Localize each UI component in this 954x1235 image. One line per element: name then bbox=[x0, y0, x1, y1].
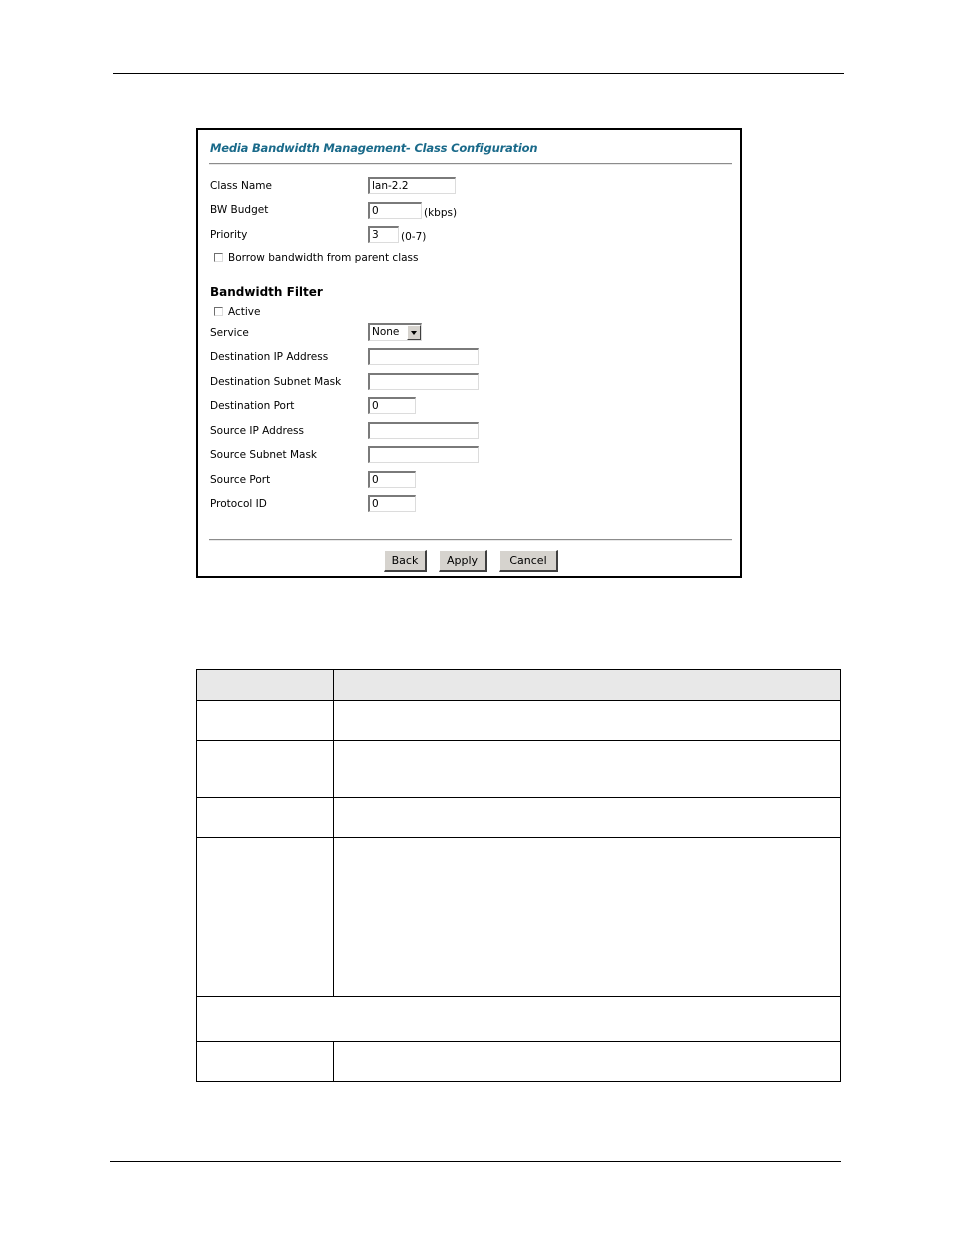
protocol-id-input[interactable]: 0 bbox=[368, 495, 416, 512]
class-name-label: Class Name bbox=[210, 180, 272, 192]
destination-subnet-mask-label: Destination Subnet Mask bbox=[210, 376, 342, 388]
source-ip-label: Source IP Address bbox=[210, 425, 304, 437]
priority-range: (0-7) bbox=[401, 231, 427, 243]
back-button[interactable]: Back bbox=[384, 550, 427, 572]
table-row bbox=[197, 838, 841, 997]
class-configuration-panel bbox=[196, 128, 742, 578]
footer-divider bbox=[209, 539, 732, 541]
panel-title: Media Bandwidth Management- Class Configuration bbox=[210, 141, 538, 155]
bandwidth-filter-heading: Bandwidth Filter bbox=[210, 285, 323, 299]
table-header-cell bbox=[197, 670, 334, 701]
service-select[interactable] bbox=[368, 323, 422, 341]
table-row bbox=[197, 798, 841, 838]
page-footer-rule bbox=[110, 1161, 841, 1162]
table-header-cell bbox=[334, 670, 841, 701]
table-cell bbox=[334, 838, 841, 997]
protocol-id-label: Protocol ID bbox=[210, 498, 267, 510]
table-cell bbox=[334, 1042, 841, 1082]
destination-subnet-mask-input[interactable] bbox=[368, 373, 479, 390]
page-header-rule bbox=[113, 73, 844, 74]
active-checkbox[interactable] bbox=[214, 307, 223, 316]
service-selected-value: None bbox=[372, 326, 400, 338]
destination-port-input[interactable]: 0 bbox=[368, 397, 416, 414]
table-row bbox=[197, 1042, 841, 1082]
borrow-bandwidth-label: Borrow bandwidth from parent class bbox=[228, 252, 419, 264]
source-subnet-mask-label: Source Subnet Mask bbox=[210, 449, 317, 461]
table-cell bbox=[197, 1042, 334, 1082]
table-cell bbox=[334, 741, 841, 798]
source-subnet-mask-input[interactable] bbox=[368, 446, 479, 463]
source-port-input[interactable]: 0 bbox=[368, 471, 416, 488]
chevron-down-icon[interactable] bbox=[407, 325, 421, 340]
title-divider bbox=[209, 163, 732, 165]
source-port-label: Source Port bbox=[210, 474, 271, 486]
table-row bbox=[197, 741, 841, 798]
table-section-row bbox=[197, 997, 841, 1042]
priority-input[interactable]: 3 bbox=[368, 226, 399, 243]
table-row bbox=[197, 701, 841, 741]
borrow-bandwidth-checkbox[interactable] bbox=[214, 253, 223, 262]
destination-port-label: Destination Port bbox=[210, 400, 295, 412]
field-description-table bbox=[196, 669, 841, 1082]
active-label: Active bbox=[228, 306, 261, 318]
cancel-button[interactable]: Cancel bbox=[499, 550, 558, 572]
bw-budget-label: BW Budget bbox=[210, 204, 269, 216]
table-cell bbox=[197, 741, 334, 798]
priority-label: Priority bbox=[210, 229, 248, 241]
class-name-input[interactable]: lan-2.2 bbox=[368, 177, 456, 194]
bw-budget-unit: (kbps) bbox=[424, 207, 458, 219]
source-ip-input[interactable] bbox=[368, 422, 479, 439]
destination-ip-label: Destination IP Address bbox=[210, 351, 329, 363]
service-label: Service bbox=[210, 327, 249, 339]
apply-button[interactable]: Apply bbox=[439, 550, 487, 572]
table-cell bbox=[197, 997, 841, 1042]
table-cell bbox=[197, 838, 334, 997]
destination-ip-input[interactable] bbox=[368, 348, 479, 365]
table-cell bbox=[334, 798, 841, 838]
bw-budget-input[interactable]: 0 bbox=[368, 202, 422, 219]
table-header-row bbox=[197, 670, 841, 701]
table-cell bbox=[197, 798, 334, 838]
table-cell bbox=[334, 701, 841, 741]
table-cell bbox=[197, 701, 334, 741]
